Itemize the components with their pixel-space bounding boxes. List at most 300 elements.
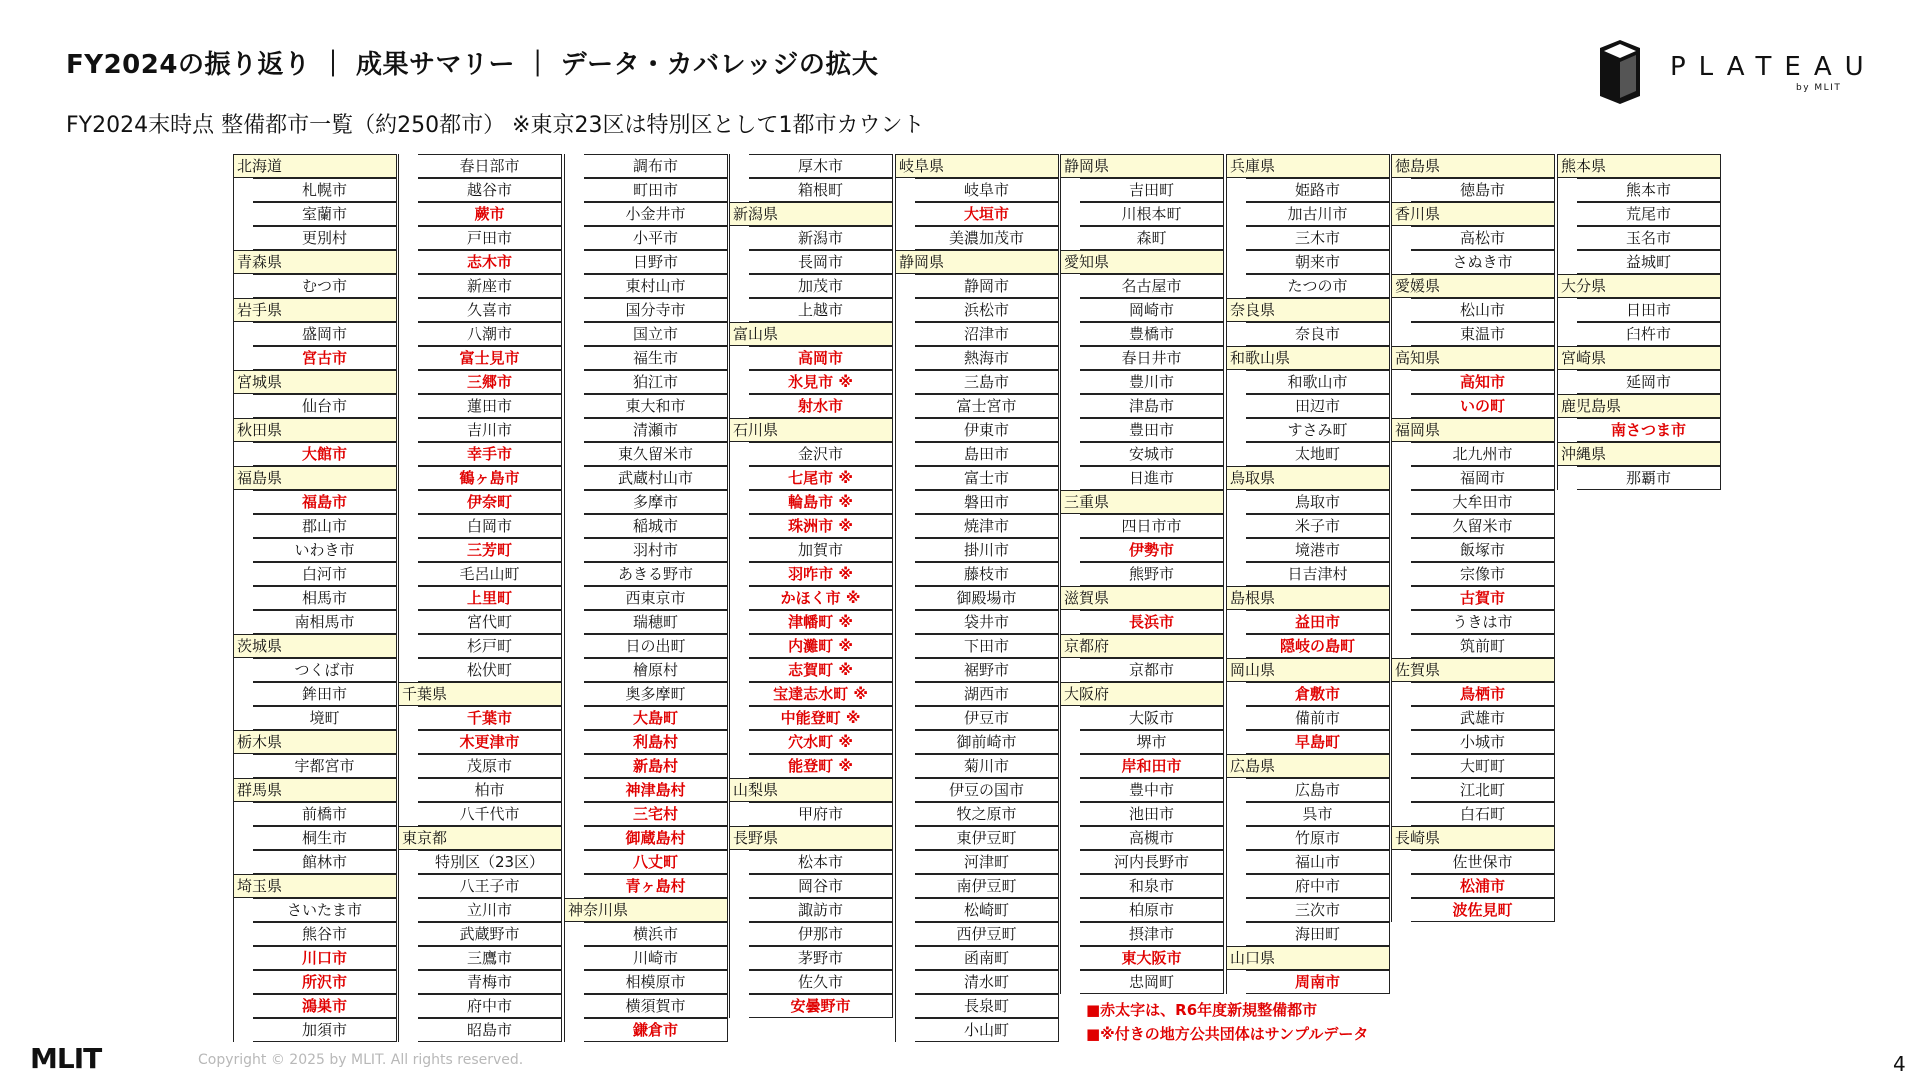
city-cell: 竹原市 xyxy=(1246,826,1390,850)
city-cell: 津島市 xyxy=(1080,394,1224,418)
city-cell-new: 富士見市 xyxy=(418,346,562,370)
city-cell: 蓮田市 xyxy=(418,394,562,418)
city-cell: 春日井市 xyxy=(1080,346,1224,370)
city-cell-new: 穴水町 ※ xyxy=(749,730,893,754)
city-cell: 筑前町 xyxy=(1411,634,1555,658)
city-cell: 久留米市 xyxy=(1411,514,1555,538)
table-group-border xyxy=(233,802,253,874)
city-cell: 柏原市 xyxy=(1080,898,1224,922)
city-cell: 三次市 xyxy=(1246,898,1390,922)
city-cell: つくば市 xyxy=(253,658,397,682)
city-cell: 袋井市 xyxy=(915,610,1059,634)
table-group-border xyxy=(1226,490,1246,586)
prefecture-header: 愛媛県 xyxy=(1391,274,1555,298)
city-cell: 豊田市 xyxy=(1080,418,1224,442)
city-cell: 郡山市 xyxy=(253,514,397,538)
city-cell: 松山市 xyxy=(1411,298,1555,322)
city-cell-new: 伊奈町 xyxy=(418,490,562,514)
city-cell: 西伊豆町 xyxy=(915,922,1059,946)
table-group-border xyxy=(564,922,584,1042)
city-cell: 盛岡市 xyxy=(253,322,397,346)
city-cell: 江北町 xyxy=(1411,778,1555,802)
table-group-border xyxy=(1391,178,1411,202)
city-cell: 小城市 xyxy=(1411,730,1555,754)
city-cell: 松伏町 xyxy=(418,658,562,682)
city-cell-new: 伊勢市 xyxy=(1080,538,1224,562)
table-group-border xyxy=(729,154,749,202)
table-group-border xyxy=(233,178,253,250)
city-cell: 忠岡町 xyxy=(1080,970,1224,994)
prefecture-header: 広島県 xyxy=(1226,754,1390,778)
prefecture-header: 佐賀県 xyxy=(1391,658,1555,682)
city-cell: 豊橋市 xyxy=(1080,322,1224,346)
city-cell: 奈良市 xyxy=(1246,322,1390,346)
city-cell-new: 周南市 xyxy=(1246,970,1390,994)
city-cell: 湖西市 xyxy=(915,682,1059,706)
city-cell: 美濃加茂市 xyxy=(915,226,1059,250)
table-group-border xyxy=(1391,442,1411,658)
city-cell: 春日部市 xyxy=(418,154,562,178)
prefecture-header: 宮城県 xyxy=(233,370,397,394)
city-cell: 吉川市 xyxy=(418,418,562,442)
prefecture-header: 大阪府 xyxy=(1060,682,1224,706)
city-cell: 小平市 xyxy=(584,226,728,250)
table-group-border xyxy=(1226,682,1246,754)
city-cell: 玉名市 xyxy=(1577,226,1721,250)
city-cell: 武雄市 xyxy=(1411,706,1555,730)
city-cell-new: 長浜市 xyxy=(1080,610,1224,634)
city-cell: 加茂市 xyxy=(749,274,893,298)
table-group-border xyxy=(1557,418,1577,442)
prefecture-header: 鳥取県 xyxy=(1226,466,1390,490)
city-cell: 昭島市 xyxy=(418,1018,562,1042)
prefecture-header: 山口県 xyxy=(1226,946,1390,970)
city-cell: 富士宮市 xyxy=(915,394,1059,418)
city-cell: 延岡市 xyxy=(1577,370,1721,394)
city-cell-new: 岸和田市 xyxy=(1080,754,1224,778)
city-cell: 富士市 xyxy=(915,466,1059,490)
prefecture-header: 熊本県 xyxy=(1557,154,1721,178)
prefecture-header: 香川県 xyxy=(1391,202,1555,226)
city-cell: 諏訪市 xyxy=(749,898,893,922)
city-cell-new: 大館市 xyxy=(253,442,397,466)
city-cell: いわき市 xyxy=(253,538,397,562)
city-cell: 西東京市 xyxy=(584,586,728,610)
city-cell: 札幌市 xyxy=(253,178,397,202)
city-cell: 摂津市 xyxy=(1080,922,1224,946)
city-cell: 南相馬市 xyxy=(253,610,397,634)
city-cell: 清水町 xyxy=(915,970,1059,994)
city-cell: 大阪市 xyxy=(1080,706,1224,730)
city-cell-new: 東大阪市 xyxy=(1080,946,1224,970)
table-group-border xyxy=(1060,274,1080,490)
city-cell: 杉戸町 xyxy=(418,634,562,658)
city-cell: 白河市 xyxy=(253,562,397,586)
city-cell: 加古川市 xyxy=(1246,202,1390,226)
city-cell-new: 輪島市 ※ xyxy=(749,490,893,514)
page-title: FY2024の振り返り ｜ 成果サマリー ｜ データ・カバレッジの拡大 xyxy=(66,50,879,80)
prefecture-header: 宮崎県 xyxy=(1557,346,1721,370)
city-cell: 東大和市 xyxy=(584,394,728,418)
city-cell-new: 射水市 xyxy=(749,394,893,418)
city-cell: 松本市 xyxy=(749,850,893,874)
city-cell: 羽村市 xyxy=(584,538,728,562)
table-group-border xyxy=(233,898,253,1042)
city-cell-new: 千葉市 xyxy=(418,706,562,730)
prefecture-header: 京都府 xyxy=(1060,634,1224,658)
prefecture-header: 神奈川県 xyxy=(564,898,728,922)
city-cell-new: 宝達志水町 ※ xyxy=(749,682,893,706)
city-cell-new: 大島町 xyxy=(584,706,728,730)
city-cell: 河津町 xyxy=(915,850,1059,874)
city-cell: たつの市 xyxy=(1246,274,1390,298)
city-cell: 池田市 xyxy=(1080,802,1224,826)
city-cell: 日の出町 xyxy=(584,634,728,658)
city-cell: 東久留米市 xyxy=(584,442,728,466)
city-cell-new: 高知市 xyxy=(1411,370,1555,394)
prefecture-header: 奈良県 xyxy=(1226,298,1390,322)
city-cell-new: 内灘町 ※ xyxy=(749,634,893,658)
city-cell: 前橋市 xyxy=(253,802,397,826)
city-cell: 大町町 xyxy=(1411,754,1555,778)
plateau-cube-icon xyxy=(1600,40,1640,104)
city-cell: 伊東市 xyxy=(915,418,1059,442)
table-group-border xyxy=(1391,370,1411,418)
mlit-logo: MLIT xyxy=(30,1042,102,1075)
city-cell: 豊中市 xyxy=(1080,778,1224,802)
city-cell: 境町 xyxy=(253,706,397,730)
city-cell: 岐阜市 xyxy=(915,178,1059,202)
prefecture-header: 山梨県 xyxy=(729,778,893,802)
city-cell: さぬき市 xyxy=(1411,250,1555,274)
city-cell: 和泉市 xyxy=(1080,874,1224,898)
prefecture-header: 長崎県 xyxy=(1391,826,1555,850)
table-group-border xyxy=(1226,322,1246,346)
city-cell-new: 古賀市 xyxy=(1411,586,1555,610)
plateau-logo-text: PLATEAU xyxy=(1670,52,1877,82)
city-table xyxy=(233,154,1723,1044)
city-cell: 堺市 xyxy=(1080,730,1224,754)
prefecture-header: 東京都 xyxy=(398,826,562,850)
city-cell: 岡谷市 xyxy=(749,874,893,898)
city-cell-new: 志賀町 ※ xyxy=(749,658,893,682)
prefecture-header: 千葉県 xyxy=(398,682,562,706)
city-cell: 小金井市 xyxy=(584,202,728,226)
city-cell: 新座市 xyxy=(418,274,562,298)
prefecture-header: 埼玉県 xyxy=(233,874,397,898)
city-cell: 日野市 xyxy=(584,250,728,274)
city-cell: 松崎町 xyxy=(915,898,1059,922)
city-cell: 府中市 xyxy=(418,994,562,1018)
city-cell: 室蘭市 xyxy=(253,202,397,226)
table-group-border xyxy=(1226,370,1246,466)
table-group-border xyxy=(1226,970,1246,994)
city-cell: 横須賀市 xyxy=(584,994,728,1018)
city-cell: 金沢市 xyxy=(749,442,893,466)
city-cell: 熊本市 xyxy=(1577,178,1721,202)
city-cell: 下田市 xyxy=(915,634,1059,658)
table-group-border xyxy=(1060,610,1080,634)
table-group-border xyxy=(233,754,253,778)
city-cell: 日田市 xyxy=(1577,298,1721,322)
city-cell: 越谷市 xyxy=(418,178,562,202)
city-cell: 伊豆の国市 xyxy=(915,778,1059,802)
prefecture-header: 北海道 xyxy=(233,154,397,178)
city-cell-new: 大垣市 xyxy=(915,202,1059,226)
city-cell: 臼杵市 xyxy=(1577,322,1721,346)
prefecture-header: 富山県 xyxy=(729,322,893,346)
legend-note-sample: ■※付きの地方公共団体はサンプルデータ xyxy=(1086,1025,1369,1043)
city-cell-new: 隠岐の島町 xyxy=(1246,634,1390,658)
city-cell: 吉田町 xyxy=(1080,178,1224,202)
city-cell: 太地町 xyxy=(1246,442,1390,466)
city-cell-new: 福島市 xyxy=(253,490,397,514)
city-cell: 宮代町 xyxy=(418,610,562,634)
city-cell: 熊谷市 xyxy=(253,922,397,946)
city-cell: 沼津市 xyxy=(915,322,1059,346)
city-cell-new: 津幡町 ※ xyxy=(749,610,893,634)
city-cell: 館林市 xyxy=(253,850,397,874)
city-cell: 町田市 xyxy=(584,178,728,202)
prefecture-header: 愛知県 xyxy=(1060,250,1224,274)
city-cell: 東村山市 xyxy=(584,274,728,298)
table-group-border xyxy=(398,154,418,682)
city-cell-new: 神津島村 xyxy=(584,778,728,802)
city-cell-new: 南さつま市 xyxy=(1577,418,1721,442)
city-cell: 徳島市 xyxy=(1411,178,1555,202)
prefecture-header: 福島県 xyxy=(233,466,397,490)
city-cell: 檜原村 xyxy=(584,658,728,682)
city-cell: 相模原市 xyxy=(584,970,728,994)
city-cell-new: 所沢市 xyxy=(253,970,397,994)
city-cell: 島田市 xyxy=(915,442,1059,466)
city-cell: 長泉町 xyxy=(915,994,1059,1018)
table-group-border xyxy=(1557,370,1577,394)
table-group-border xyxy=(1060,706,1080,994)
table-group-border xyxy=(233,490,253,634)
city-cell-new: 高岡市 xyxy=(749,346,893,370)
city-cell: 備前市 xyxy=(1246,706,1390,730)
city-cell: 那覇市 xyxy=(1577,466,1721,490)
city-cell: 名古屋市 xyxy=(1080,274,1224,298)
prefecture-header: 和歌山県 xyxy=(1226,346,1390,370)
city-cell: 茂原市 xyxy=(418,754,562,778)
city-cell: 豊川市 xyxy=(1080,370,1224,394)
table-group-border xyxy=(729,346,749,418)
city-cell: さいたま市 xyxy=(253,898,397,922)
city-cell-new: 鎌倉市 xyxy=(584,1018,728,1042)
prefecture-header: 秋田県 xyxy=(233,418,397,442)
city-cell: 河内長野市 xyxy=(1080,850,1224,874)
prefecture-header: 栃木県 xyxy=(233,730,397,754)
prefecture-header: 石川県 xyxy=(729,418,893,442)
table-group-border xyxy=(398,850,418,1042)
city-cell: 掛川市 xyxy=(915,538,1059,562)
table-group-border xyxy=(1226,778,1246,946)
prefecture-header: 群馬県 xyxy=(233,778,397,802)
prefecture-header: 滋賀県 xyxy=(1060,586,1224,610)
city-cell: 飯塚市 xyxy=(1411,538,1555,562)
city-cell: 瑞穂町 xyxy=(584,610,728,634)
copyright-text: Copyright © 2025 by MLIT. All rights reserved. xyxy=(198,1052,524,1068)
prefecture-header: 大分県 xyxy=(1557,274,1721,298)
city-cell: 更別村 xyxy=(253,226,397,250)
city-cell: 稲城市 xyxy=(584,514,728,538)
city-cell: 三鷹市 xyxy=(418,946,562,970)
city-cell: 鉾田市 xyxy=(253,682,397,706)
city-cell: 日進市 xyxy=(1080,466,1224,490)
table-group-border xyxy=(1557,298,1577,346)
city-cell: 武蔵野市 xyxy=(418,922,562,946)
city-cell: 清瀬市 xyxy=(584,418,728,442)
prefecture-header: 徳島県 xyxy=(1391,154,1555,178)
city-cell: 南伊豆町 xyxy=(915,874,1059,898)
city-cell-new: 志木市 xyxy=(418,250,562,274)
city-cell-new: 青ヶ島村 xyxy=(584,874,728,898)
city-cell: 荒尾市 xyxy=(1577,202,1721,226)
table-group-border xyxy=(1557,466,1577,490)
city-cell-new: 能登町 ※ xyxy=(749,754,893,778)
prefecture-header: 新潟県 xyxy=(729,202,893,226)
prefecture-header: 福岡県 xyxy=(1391,418,1555,442)
city-cell: 戸田市 xyxy=(418,226,562,250)
city-cell-new: 新島村 xyxy=(584,754,728,778)
city-cell: 上越市 xyxy=(749,298,893,322)
table-group-border xyxy=(1060,658,1080,682)
table-group-border xyxy=(729,442,749,778)
city-cell: 牧之原市 xyxy=(915,802,1059,826)
table-group-border xyxy=(729,226,749,322)
city-cell: 府中市 xyxy=(1246,874,1390,898)
city-cell-new: 利島村 xyxy=(584,730,728,754)
city-cell: 裾野市 xyxy=(915,658,1059,682)
page-number: 4 xyxy=(1893,1052,1906,1076)
city-cell-new: 氷見市 ※ xyxy=(749,370,893,394)
table-group-border xyxy=(564,154,584,898)
prefecture-header: 岩手県 xyxy=(233,298,397,322)
legend-notes xyxy=(1086,998,1368,1046)
city-cell: 函南町 xyxy=(915,946,1059,970)
table-group-border xyxy=(233,658,253,730)
city-cell-new: 鳥栖市 xyxy=(1411,682,1555,706)
city-cell: 桐生市 xyxy=(253,826,397,850)
city-cell: 国分寺市 xyxy=(584,298,728,322)
city-cell-new: 上里町 xyxy=(418,586,562,610)
city-cell: 北九州市 xyxy=(1411,442,1555,466)
city-cell: 箱根町 xyxy=(749,178,893,202)
city-cell-new: 鴻巣市 xyxy=(253,994,397,1018)
table-group-border xyxy=(1226,178,1246,298)
table-group-border xyxy=(233,322,253,370)
table-group-border xyxy=(1060,514,1080,586)
city-cell-new: 早島町 xyxy=(1246,730,1390,754)
city-cell-new: 蕨市 xyxy=(418,202,562,226)
table-group-border xyxy=(398,706,418,826)
city-cell: 宇都宮市 xyxy=(253,754,397,778)
city-cell: 藤枝市 xyxy=(915,562,1059,586)
city-cell: 国立市 xyxy=(584,322,728,346)
city-cell: 高槻市 xyxy=(1080,826,1224,850)
city-cell: あきる野市 xyxy=(584,562,728,586)
city-cell-new: 安曇野市 xyxy=(749,994,893,1018)
city-cell: 広島市 xyxy=(1246,778,1390,802)
city-cell: 川根本町 xyxy=(1080,202,1224,226)
city-cell: 焼津市 xyxy=(915,514,1059,538)
city-cell: 境港市 xyxy=(1246,538,1390,562)
city-cell: 日吉津村 xyxy=(1246,562,1390,586)
city-cell: 森町 xyxy=(1080,226,1224,250)
table-group-border xyxy=(1226,610,1246,658)
city-cell: 奥多摩町 xyxy=(584,682,728,706)
city-cell: 福岡市 xyxy=(1411,466,1555,490)
city-cell: 多摩市 xyxy=(584,490,728,514)
city-cell: 相馬市 xyxy=(253,586,397,610)
city-cell: 川崎市 xyxy=(584,946,728,970)
city-cell-new: 珠洲市 ※ xyxy=(749,514,893,538)
city-cell: 益城町 xyxy=(1577,250,1721,274)
city-cell: 朝来市 xyxy=(1246,250,1390,274)
city-cell: 茅野市 xyxy=(749,946,893,970)
city-cell-new: いの町 xyxy=(1411,394,1555,418)
city-cell: 熱海市 xyxy=(915,346,1059,370)
city-cell: 四日市市 xyxy=(1080,514,1224,538)
city-cell: 静岡市 xyxy=(915,274,1059,298)
city-cell: 田辺市 xyxy=(1246,394,1390,418)
legend-note-new: ■赤太字は、R6年度新規整備都市 xyxy=(1086,1001,1318,1019)
city-cell-new: 松浦市 xyxy=(1411,874,1555,898)
city-cell: 熊野市 xyxy=(1080,562,1224,586)
city-cell: 佐久市 xyxy=(749,970,893,994)
city-cell-new: 木更津市 xyxy=(418,730,562,754)
city-cell: 伊豆市 xyxy=(915,706,1059,730)
city-cell: 加須市 xyxy=(253,1018,397,1042)
city-cell-new: 三宅村 xyxy=(584,802,728,826)
city-cell: 姫路市 xyxy=(1246,178,1390,202)
city-cell: 八潮市 xyxy=(418,322,562,346)
city-cell: 東温市 xyxy=(1411,322,1555,346)
prefecture-header: 沖縄県 xyxy=(1557,442,1721,466)
city-cell: 甲府市 xyxy=(749,802,893,826)
prefecture-header: 島根県 xyxy=(1226,586,1390,610)
city-cell: 伊那市 xyxy=(749,922,893,946)
city-cell-new: 八丈町 xyxy=(584,850,728,874)
city-cell: 菊川市 xyxy=(915,754,1059,778)
prefecture-header: 静岡県 xyxy=(895,250,1059,274)
table-group-border xyxy=(729,802,749,826)
city-cell: 白岡市 xyxy=(418,514,562,538)
city-cell-new: 宮古市 xyxy=(253,346,397,370)
city-cell-new: 波佐見町 xyxy=(1411,898,1555,922)
city-cell: 三木市 xyxy=(1246,226,1390,250)
city-cell: 柏市 xyxy=(418,778,562,802)
table-group-border xyxy=(895,274,915,1042)
page-subtitle: FY2024末時点 整備都市一覧（約250都市） ※東京23区は特別区として1都市カウント xyxy=(66,113,925,138)
city-cell: 横浜市 xyxy=(584,922,728,946)
city-cell: 京都市 xyxy=(1080,658,1224,682)
city-cell-new: 益田市 xyxy=(1246,610,1390,634)
prefecture-header: 長野県 xyxy=(729,826,893,850)
city-cell-new: 川口市 xyxy=(253,946,397,970)
prefecture-header: 青森県 xyxy=(233,250,397,274)
table-group-border xyxy=(233,442,253,466)
city-cell: 磐田市 xyxy=(915,490,1059,514)
table-group-border xyxy=(233,394,253,418)
table-group-border xyxy=(233,274,253,298)
city-cell-new: 三芳町 xyxy=(418,538,562,562)
city-cell-new: 御蔵島村 xyxy=(584,826,728,850)
city-cell-new: 中能登町 ※ xyxy=(749,706,893,730)
prefecture-header: 兵庫県 xyxy=(1226,154,1390,178)
